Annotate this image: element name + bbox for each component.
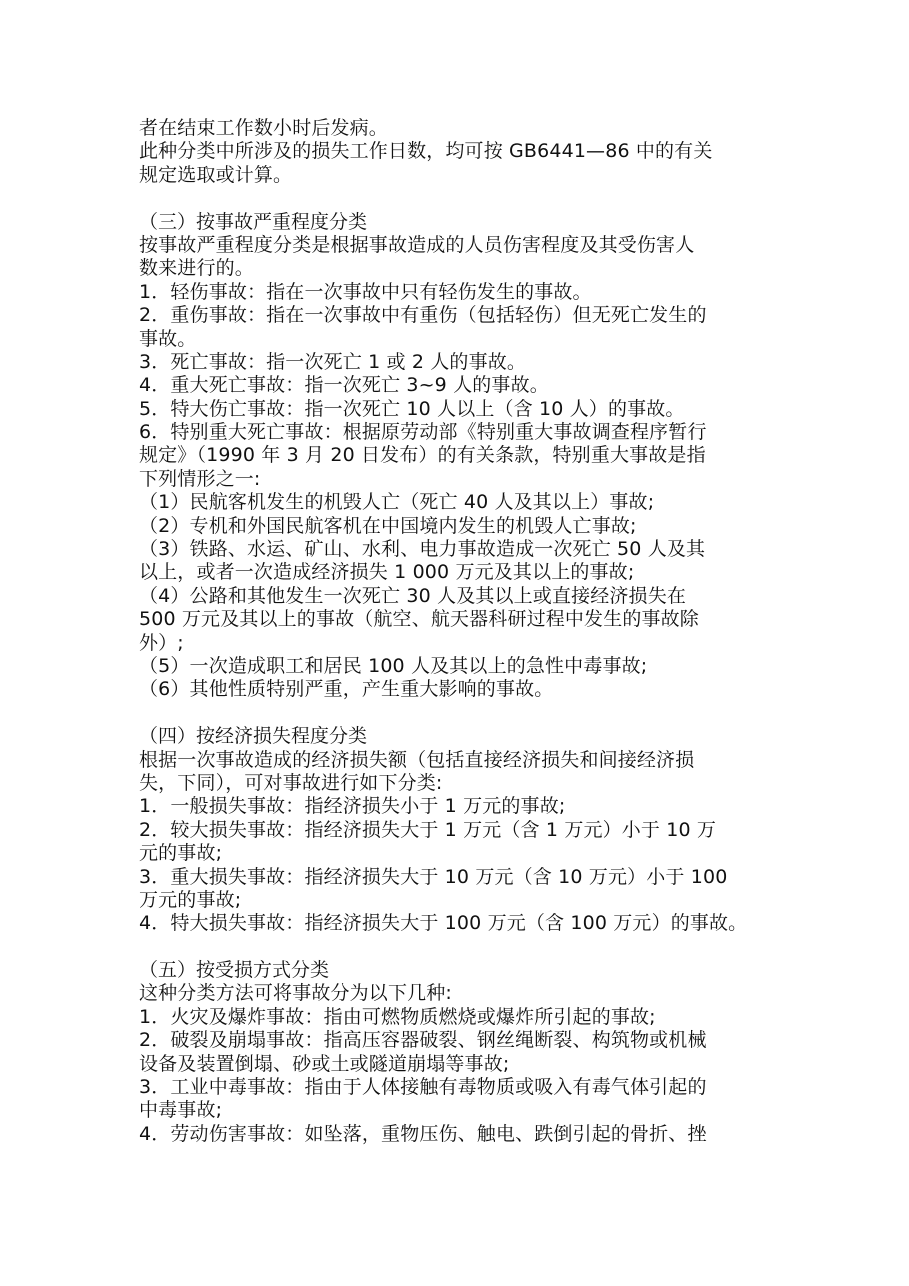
text-line: 此种分类中所涉及的损失工作日数，均可按 GB6441—86 中的有关 <box>139 140 713 163</box>
text-line: 这种分类方法可将事故分为以下几种: <box>139 982 452 1005</box>
blank-line <box>139 702 789 725</box>
text-line: 者在结束工作数小时后发病。 <box>139 117 388 139</box>
list-item: 2．较大损失事故：指经济损失大于 1 万元（含 1 万元）小于 10 万 <box>139 818 717 841</box>
list-item: 4．劳动伤害事故：如坠落，重物压伤、触电、跌倒引起的骨折、挫 <box>139 1122 707 1145</box>
sub-list-item: （4）公路和其他发生一次死亡 30 人及其以上或直接经济损失在 <box>139 584 686 607</box>
text-line: 中毒事故; <box>139 1099 223 1122</box>
text-line: 以上，或者一次造成经济损失 1 000 万元及其以上的事故; <box>139 561 635 584</box>
sub-list-item: （6）其他性质特别严重，产生重大影响的事故。 <box>139 678 554 701</box>
text-line: 万元的事故; <box>139 888 242 911</box>
text-line: 数来进行的。 <box>139 257 254 280</box>
blank-line <box>139 936 789 959</box>
section-heading-severity: （三）按事故严重程度分类 <box>139 210 368 233</box>
list-item: 2．重伤事故：指在一次事故中有重伤（包括轻伤）但无死亡发生的 <box>139 304 707 327</box>
text-line: 下列情形之一: <box>139 467 261 490</box>
section-heading-damage-mode: （五）按受损方式分类 <box>139 959 330 982</box>
text-line: 根据一次事故造成的经济损失额（包括直接经济损失和间接经济损 <box>139 748 695 771</box>
document-body <box>139 117 789 1146</box>
list-item: 4．特大损失事故：指经济损失大于 100 万元（含 100 万元）的事故。 <box>139 912 748 935</box>
list-item: 5．特大伤亡事故：指一次死亡 10 人以上（含 10 人）的事故。 <box>139 397 685 420</box>
text-line: 按事故严重程度分类是根据事故造成的人员伤害程度及其受伤害人 <box>139 233 695 256</box>
sub-list-item: （1）民航客机发生的机毁人亡（死亡 40 人及其以上）事故; <box>139 491 655 514</box>
list-item: 3．重大损失事故：指经济损失大于 10 万元（含 10 万元）小于 100 <box>139 865 728 888</box>
sub-list-item: （2）专机和外国民航客机在中国境内发生的机毁人亡事故; <box>139 514 637 537</box>
list-item: 6．特别重大死亡事故：根据原劳动部《特别重大事故调查程序暂行 <box>139 421 707 444</box>
section-heading-economic-loss: （四）按经济损失程度分类 <box>139 725 368 748</box>
list-item: 3．工业中毒事故：指由于人体接触有毒物质或吸入有毒气体引起的 <box>139 1076 707 1099</box>
text-line: 规定选取或计算。 <box>139 163 293 186</box>
list-item: 1．一般损失事故：指经济损失小于 1 万元的事故; <box>139 795 566 818</box>
text-line: 失，下同），可对事故进行如下分类: <box>139 771 443 794</box>
blank-line <box>139 187 789 210</box>
text-line: 设备及装置倒塌、砂或土或隧道崩塌等事故; <box>139 1052 510 1075</box>
list-item: 1．火灾及爆炸事故：指由可燃物质燃烧或爆炸所引起的事故; <box>139 1005 656 1028</box>
text-line: 事故。 <box>139 327 197 350</box>
list-item: 1．轻伤事故：指在一次事故中只有轻伤发生的事故。 <box>139 280 592 303</box>
list-item: 3．死亡事故：指一次死亡 1 或 2 人的事故。 <box>139 350 527 373</box>
text-line: 外）; <box>139 631 184 654</box>
text-line: 500 万元及其以上的事故（航空、航天器科研过程中发生的事故除 <box>139 608 699 631</box>
list-item: 2．破裂及崩塌事故：指高压容器破裂、钢丝绳断裂、构筑物或机械 <box>139 1029 707 1052</box>
text-line: 规定》（1990 年 3 月 20 日发布）的有关条款，特别重大事故是指 <box>139 444 706 467</box>
text-line: 元的事故; <box>139 842 223 865</box>
sub-list-item: （5）一次造成职工和居民 100 人及其以上的急性中毒事故; <box>139 654 648 677</box>
list-item: 4．重大死亡事故：指一次死亡 3~9 人的事故。 <box>139 374 549 397</box>
sub-list-item: （3）铁路、水运、矿山、水利、电力事故造成一次死亡 50 人及其 <box>139 538 706 561</box>
